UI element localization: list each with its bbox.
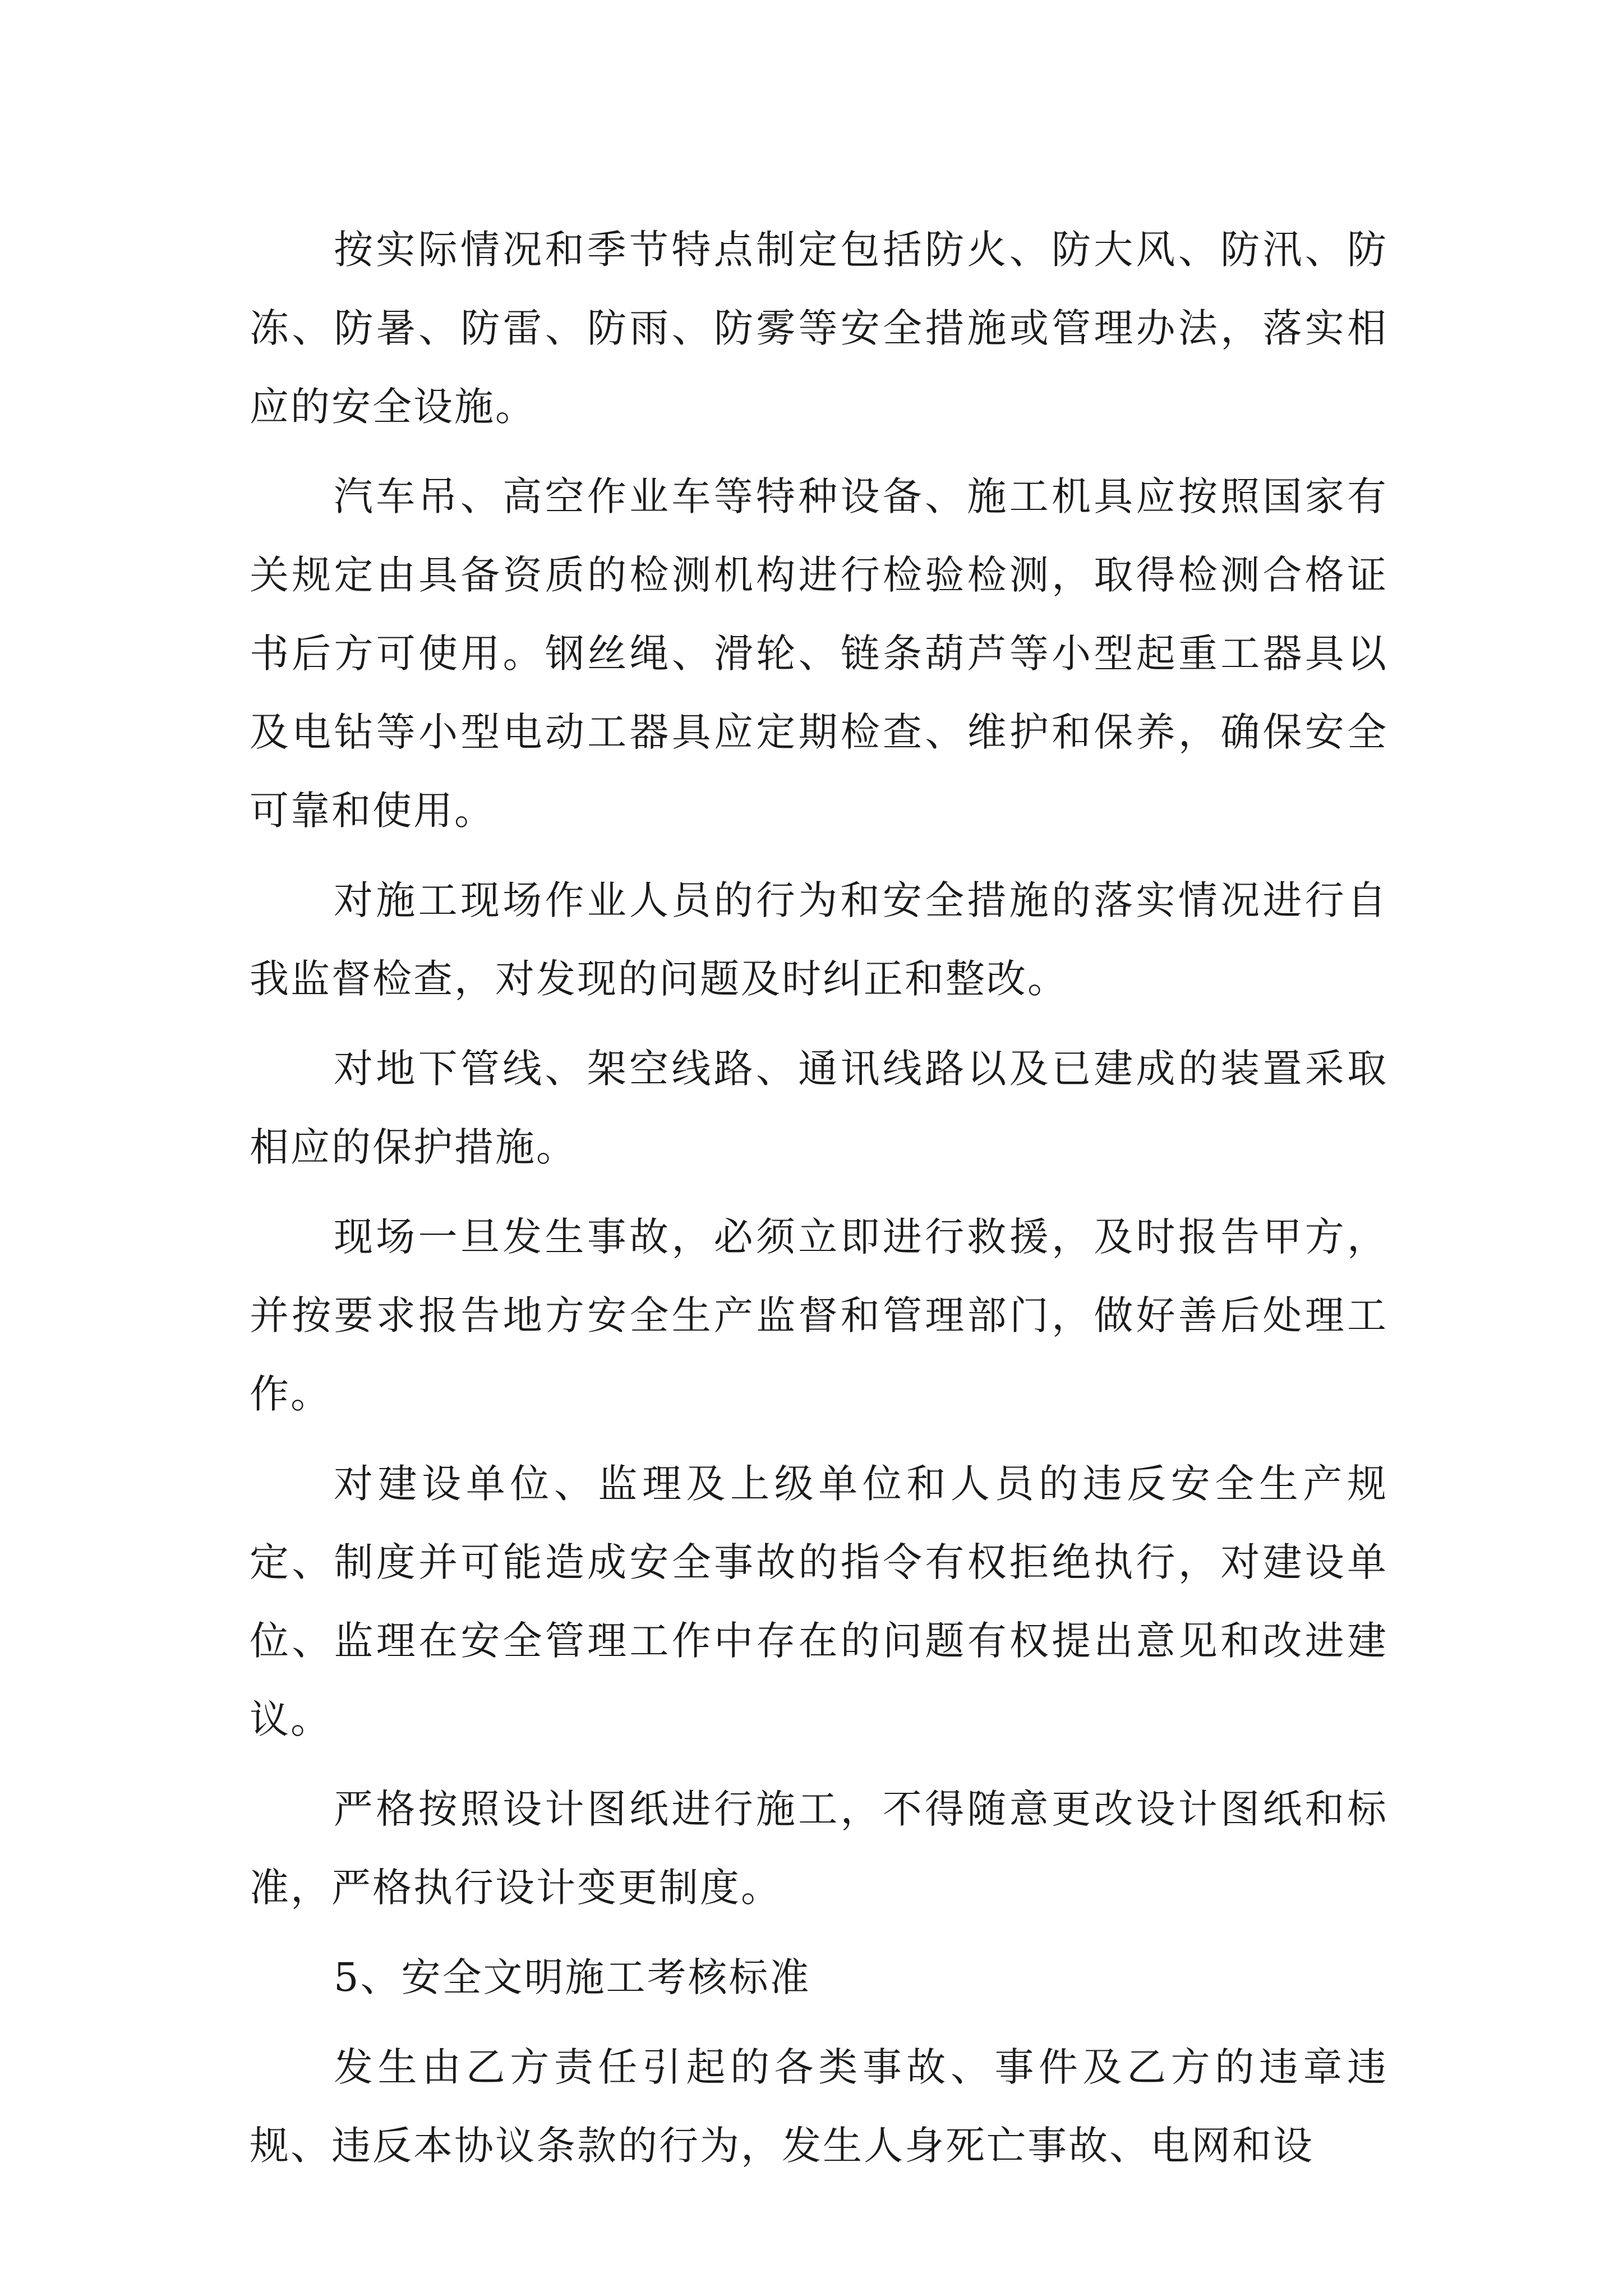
paragraph-seasonal-safety-measures: 按实际情况和季节特点制定包括防火、防大风、防汛、防冻、防暑、防雷、防雨、防雾等安全措施或管理办法，落实相应的安全设施。 bbox=[250, 227, 1388, 430]
paragraph-right-to-refuse: 对建设单位、监理及上级单位和人员的违反安全生产规定、制度并可能造成安全事故的指令有权拒绝执行，对建设单位、监理在安全管理工作中存在的问题有权提出意见和改进建议。 bbox=[250, 1461, 1388, 1742]
paragraph-pipeline-protection: 对地下管线、架空线路、通讯线路以及已建成的装置采取相应的保护措施。 bbox=[250, 1046, 1388, 1170]
paragraph-special-equipment-inspection: 汽车吊、高空作业车等特种设备、施工机具应按照国家有关规定由具备资质的检测机构进行检验检测，取得检测合格证书后方可使用。钢丝绳、滑轮、链条葫芦等小型起重工器具以及电钻等小型电动工器具应定期检查、维护和保养，确保安全可靠和使用。 bbox=[250, 473, 1388, 834]
paragraph-accident-reporting: 现场一旦发生事故，必须立即进行救援，及时报告甲方，并按要求报告地方安全生产监督和管理部门，做好善后处理工作。 bbox=[250, 1214, 1388, 1417]
paragraph-assessment-accidents: 发生由乙方责任引起的各类事故、事件及乙方的违章违规、违反本协议条款的行为，发生人身死亡事故、电网和设 bbox=[250, 2044, 1388, 2169]
section-heading-assessment-standard: 5、安全文明施工考核标准 bbox=[334, 1954, 811, 2000]
paragraph-design-compliance: 严格按照设计图纸进行施工，不得随意更改设计图纸和标准，严格执行设计变更制度。 bbox=[250, 1786, 1388, 1911]
paragraph-self-supervision: 对施工现场作业人员的行为和安全措施的落实情况进行自我监督检查，对发现的问题及时纠正和整改。 bbox=[250, 877, 1388, 1002]
document-body bbox=[250, 210, 1388, 2196]
